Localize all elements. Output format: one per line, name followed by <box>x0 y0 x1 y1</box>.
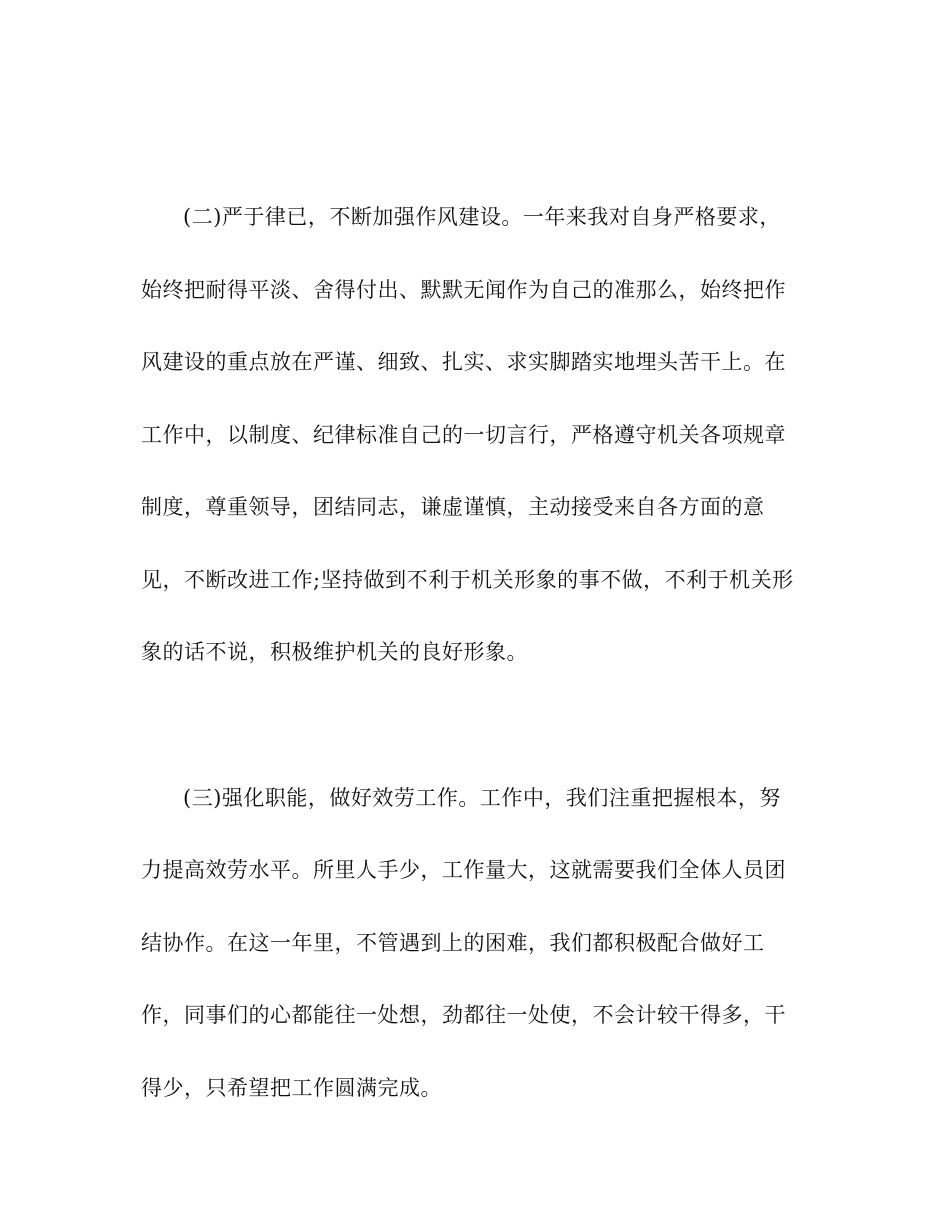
paragraph-line: 见，不断改进工作;坚持做到不利于机关形象的事不做，不利于机关形 <box>141 568 794 592</box>
paragraph-line: 风建设的重点放在严谨、细致、扎实、求实脚踏实地埋头苦干上。在 <box>141 350 786 374</box>
paragraph-line: 结协作。在这一年里，不管遇到上的困难，我们都积极配合做好工 <box>141 931 765 955</box>
paragraph-line: 始终把耐得平淡、舍得付出、默默无闻作为自己的准那么，始终把作 <box>141 278 786 302</box>
paragraph-line: 力提高效劳水平。所里人手少，工作量大，这就需要我们全体人员团 <box>141 858 786 882</box>
paragraph-line: 象的话不说，积极维护机关的良好形象。 <box>141 640 528 664</box>
paragraph-line: 得少，只希望把工作圆满完成。 <box>141 1076 442 1100</box>
paragraph-line: 工作中，以制度、纪律标准自己的一切言行，严格遵守机关各项规章 <box>141 423 786 447</box>
paragraph-line: (二)严于律已，不断加强作风建设。一年来我对自身严格要求， <box>183 205 781 229</box>
paragraph-line: (三)强化职能，做好效劳工作。工作中，我们注重把握根本，努 <box>183 786 781 810</box>
paragraph-line: 作，同事们的心都能往一处想，劲都往一处使，不会计较干得多，干 <box>141 1003 786 1027</box>
paragraph-line: 制度，尊重领导，团结同志，谦虚谨慎，主动接受来自各方面的意 <box>141 495 765 519</box>
